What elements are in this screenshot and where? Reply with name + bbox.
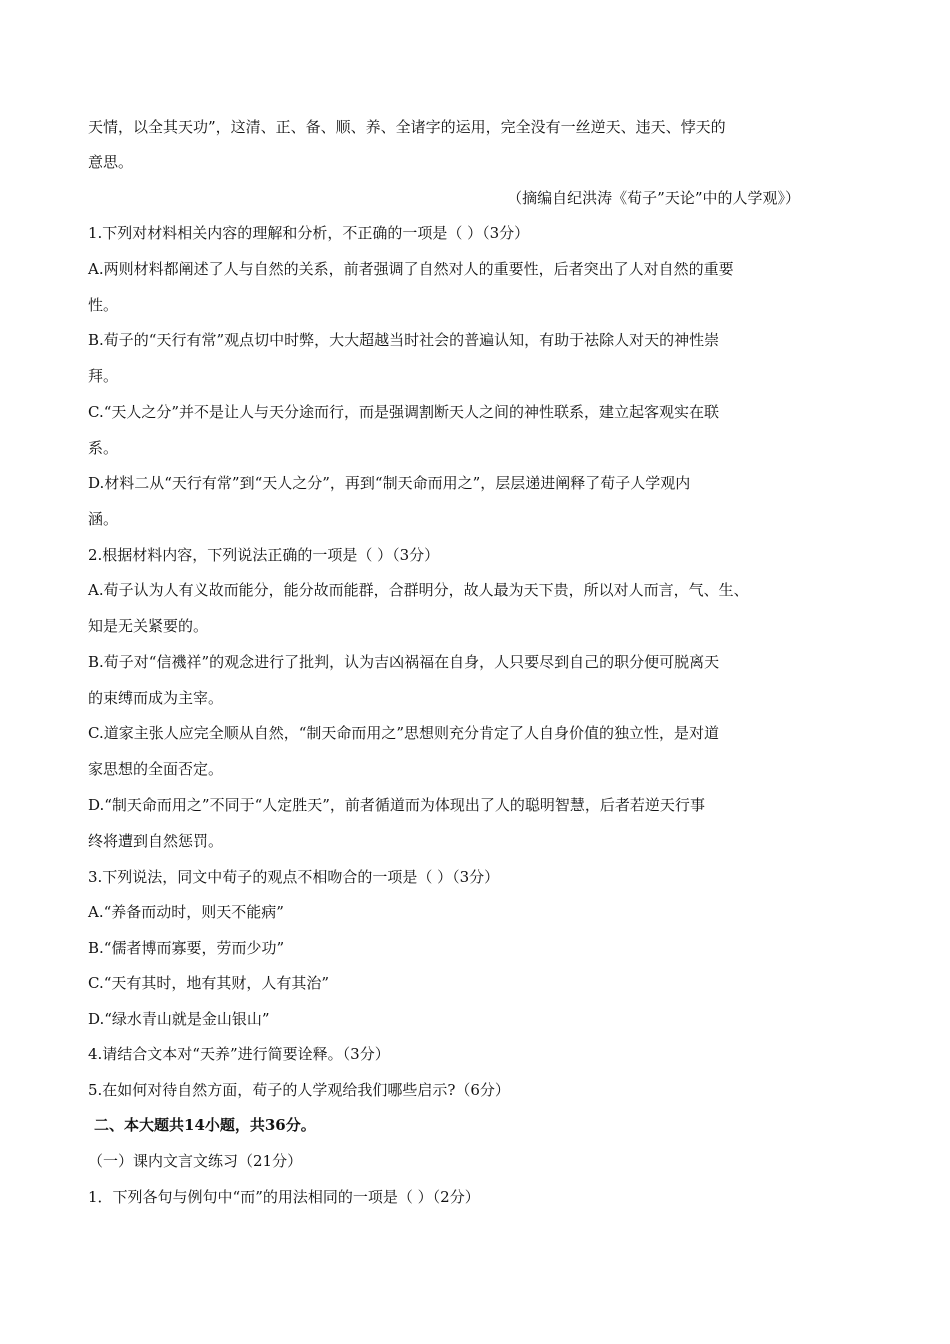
text-line: B.“儒者博而寡要，劳而少功” [88,939,285,957]
text-line: 终将遭到自然惩罚。 [88,832,224,850]
text-line: 3.下列说法，同文中荀子的观点不相吻合的一项是（ ）（3分） [88,868,500,886]
text-line: 拜。 [88,367,119,385]
text-line: 二、本大题共14小题，共36分。 [94,1116,316,1134]
text-line: A.“养备而动时，则天不能病” [88,903,284,921]
text-line: 5.在如何对待自然方面，荀子的人学观给我们哪些启示?（6分） [88,1081,510,1099]
text-line: D.材料二从“天行有常”到“天人之分”，再到“制天命而用之”，层层递进阐释了荀子人学观内 [88,474,691,492]
text-line: （一）课内文言文练习（21分） [88,1152,303,1170]
text-line: 2.根据材料内容，下列说法正确的一项是（ ）（3分） [88,546,440,564]
text-line: A.两则材料都阐述了人与自然的关系，前者强调了自然对人的重要性，后者突出了人对自然的重要 [88,260,734,278]
text-line: D.“制天命而用之”不同于“人定胜天”，前者循道而为体现出了人的聪明智慧，后者若逆天行事 [88,796,705,814]
text-line: A.荀子认为人有义故而能分，能分故而能群，合群明分，故人最为天下贵，所以对人而言，气、生、 [88,581,749,599]
text-line: B.荀子的“天行有常”观点切中时弊，大大超越当时社会的普遍认知，有助于祛除人对天的神性崇 [88,331,720,349]
text-line: 知是无关紧要的。 [88,617,209,635]
text-line: 4.请结合文本对“天养”进行简要诠释。（3分） [88,1045,390,1063]
text-line: 涵。 [88,510,119,528]
text-line: 天情，以全其天功”，这清、正、备、顺、养、全诸字的运用，完全没有一丝逆天、违天、悖天的 [88,118,726,136]
text-line: C.“天人之分”并不是让人与天分途而行，而是强调割断天人之间的神性联系，建立起客观实在联 [88,403,720,421]
text-line: 系。 [88,439,119,457]
text-line: 1.下列对材料相关内容的理解和分析，不正确的一项是（ ）（3分） [88,224,530,242]
text-line: 性。 [88,296,119,314]
text-line: 家思想的全面否定。 [88,760,224,778]
text-line: （摘编自纪洪涛《荀子”天论”中的人学观》） [507,189,800,207]
text-line: 意思。 [88,153,134,171]
text-line: D.“绿水青山就是金山银山” [88,1010,270,1028]
text-line: C.道家主张人应完全顺从自然，“制天命而用之”思想则充分肯定了人自身价值的独立性，是对道 [88,724,720,742]
text-line: B.荀子对“信禨祥”的观念进行了批判，认为吉凶祸福在自身，人只要尽到自己的职分便可脱离天 [88,653,720,671]
text-line: 1．下列各句与例句中“而”的用法相同的一项是（ ）（2分） [88,1188,480,1206]
text-line: C.“天有其时，地有其财，人有其治” [88,974,330,992]
text-line: 的束缚而成为主宰。 [88,689,224,707]
